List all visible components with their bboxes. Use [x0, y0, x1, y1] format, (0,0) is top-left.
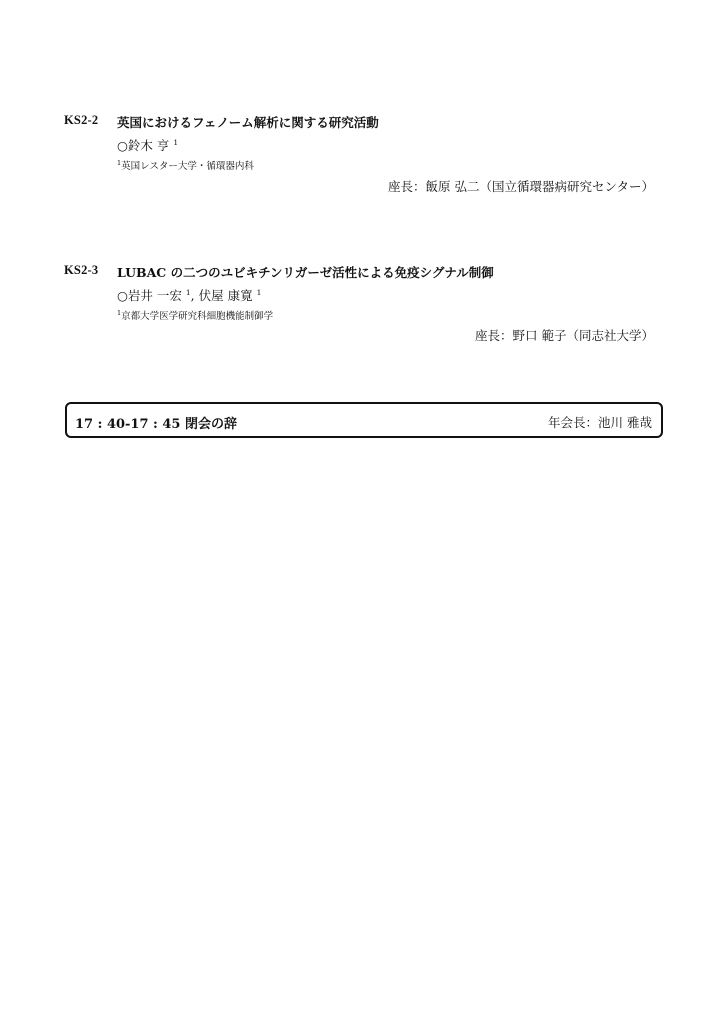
- session-title: 英国におけるフェノーム解析に関する研究活動: [117, 115, 379, 130]
- author-separator: ,: [190, 288, 199, 303]
- session-code: KS2-3: [64, 263, 99, 277]
- session-code: KS2-2: [64, 113, 99, 127]
- author-affiliation-mark: 1: [173, 138, 179, 147]
- closing-time: 17 : 40-17 : 45: [75, 417, 181, 432]
- session-affiliation: [117, 308, 273, 322]
- affiliation-mark: 1: [117, 159, 122, 167]
- closing-time-and-label: [75, 413, 237, 432]
- closing-label: 閉会の辞: [185, 417, 238, 432]
- closing-president: 年会長：池川 雅哉: [548, 415, 652, 430]
- affiliation-name: 京都大学医学研究科細胞機能制御学: [121, 311, 274, 322]
- author-name: ○岩井 一宏: [117, 288, 182, 303]
- author-name: 伏屋 康寛: [198, 288, 253, 303]
- author-affiliation-mark: 1: [185, 288, 191, 297]
- session-affiliation: [117, 158, 254, 172]
- author-name: ○鈴木 亨: [117, 138, 170, 153]
- session-chair: 座長：野口 範子（同志社大学）: [475, 328, 654, 343]
- session-authors: [117, 136, 178, 154]
- session-authors: [117, 286, 261, 304]
- author-affiliation-mark: 1: [256, 288, 262, 297]
- affiliation-name: 英国レスター大学・循環器内科: [121, 161, 254, 172]
- closing-remarks-box: [65, 402, 663, 438]
- session-title: LUBAC の二つのユビキチンリガーゼ活性による免疫シグナル制御: [117, 265, 494, 280]
- session-chair: 座長：飯原 弘二（国立循環器病研究センター）: [388, 179, 654, 194]
- affiliation-mark: 1: [117, 309, 122, 317]
